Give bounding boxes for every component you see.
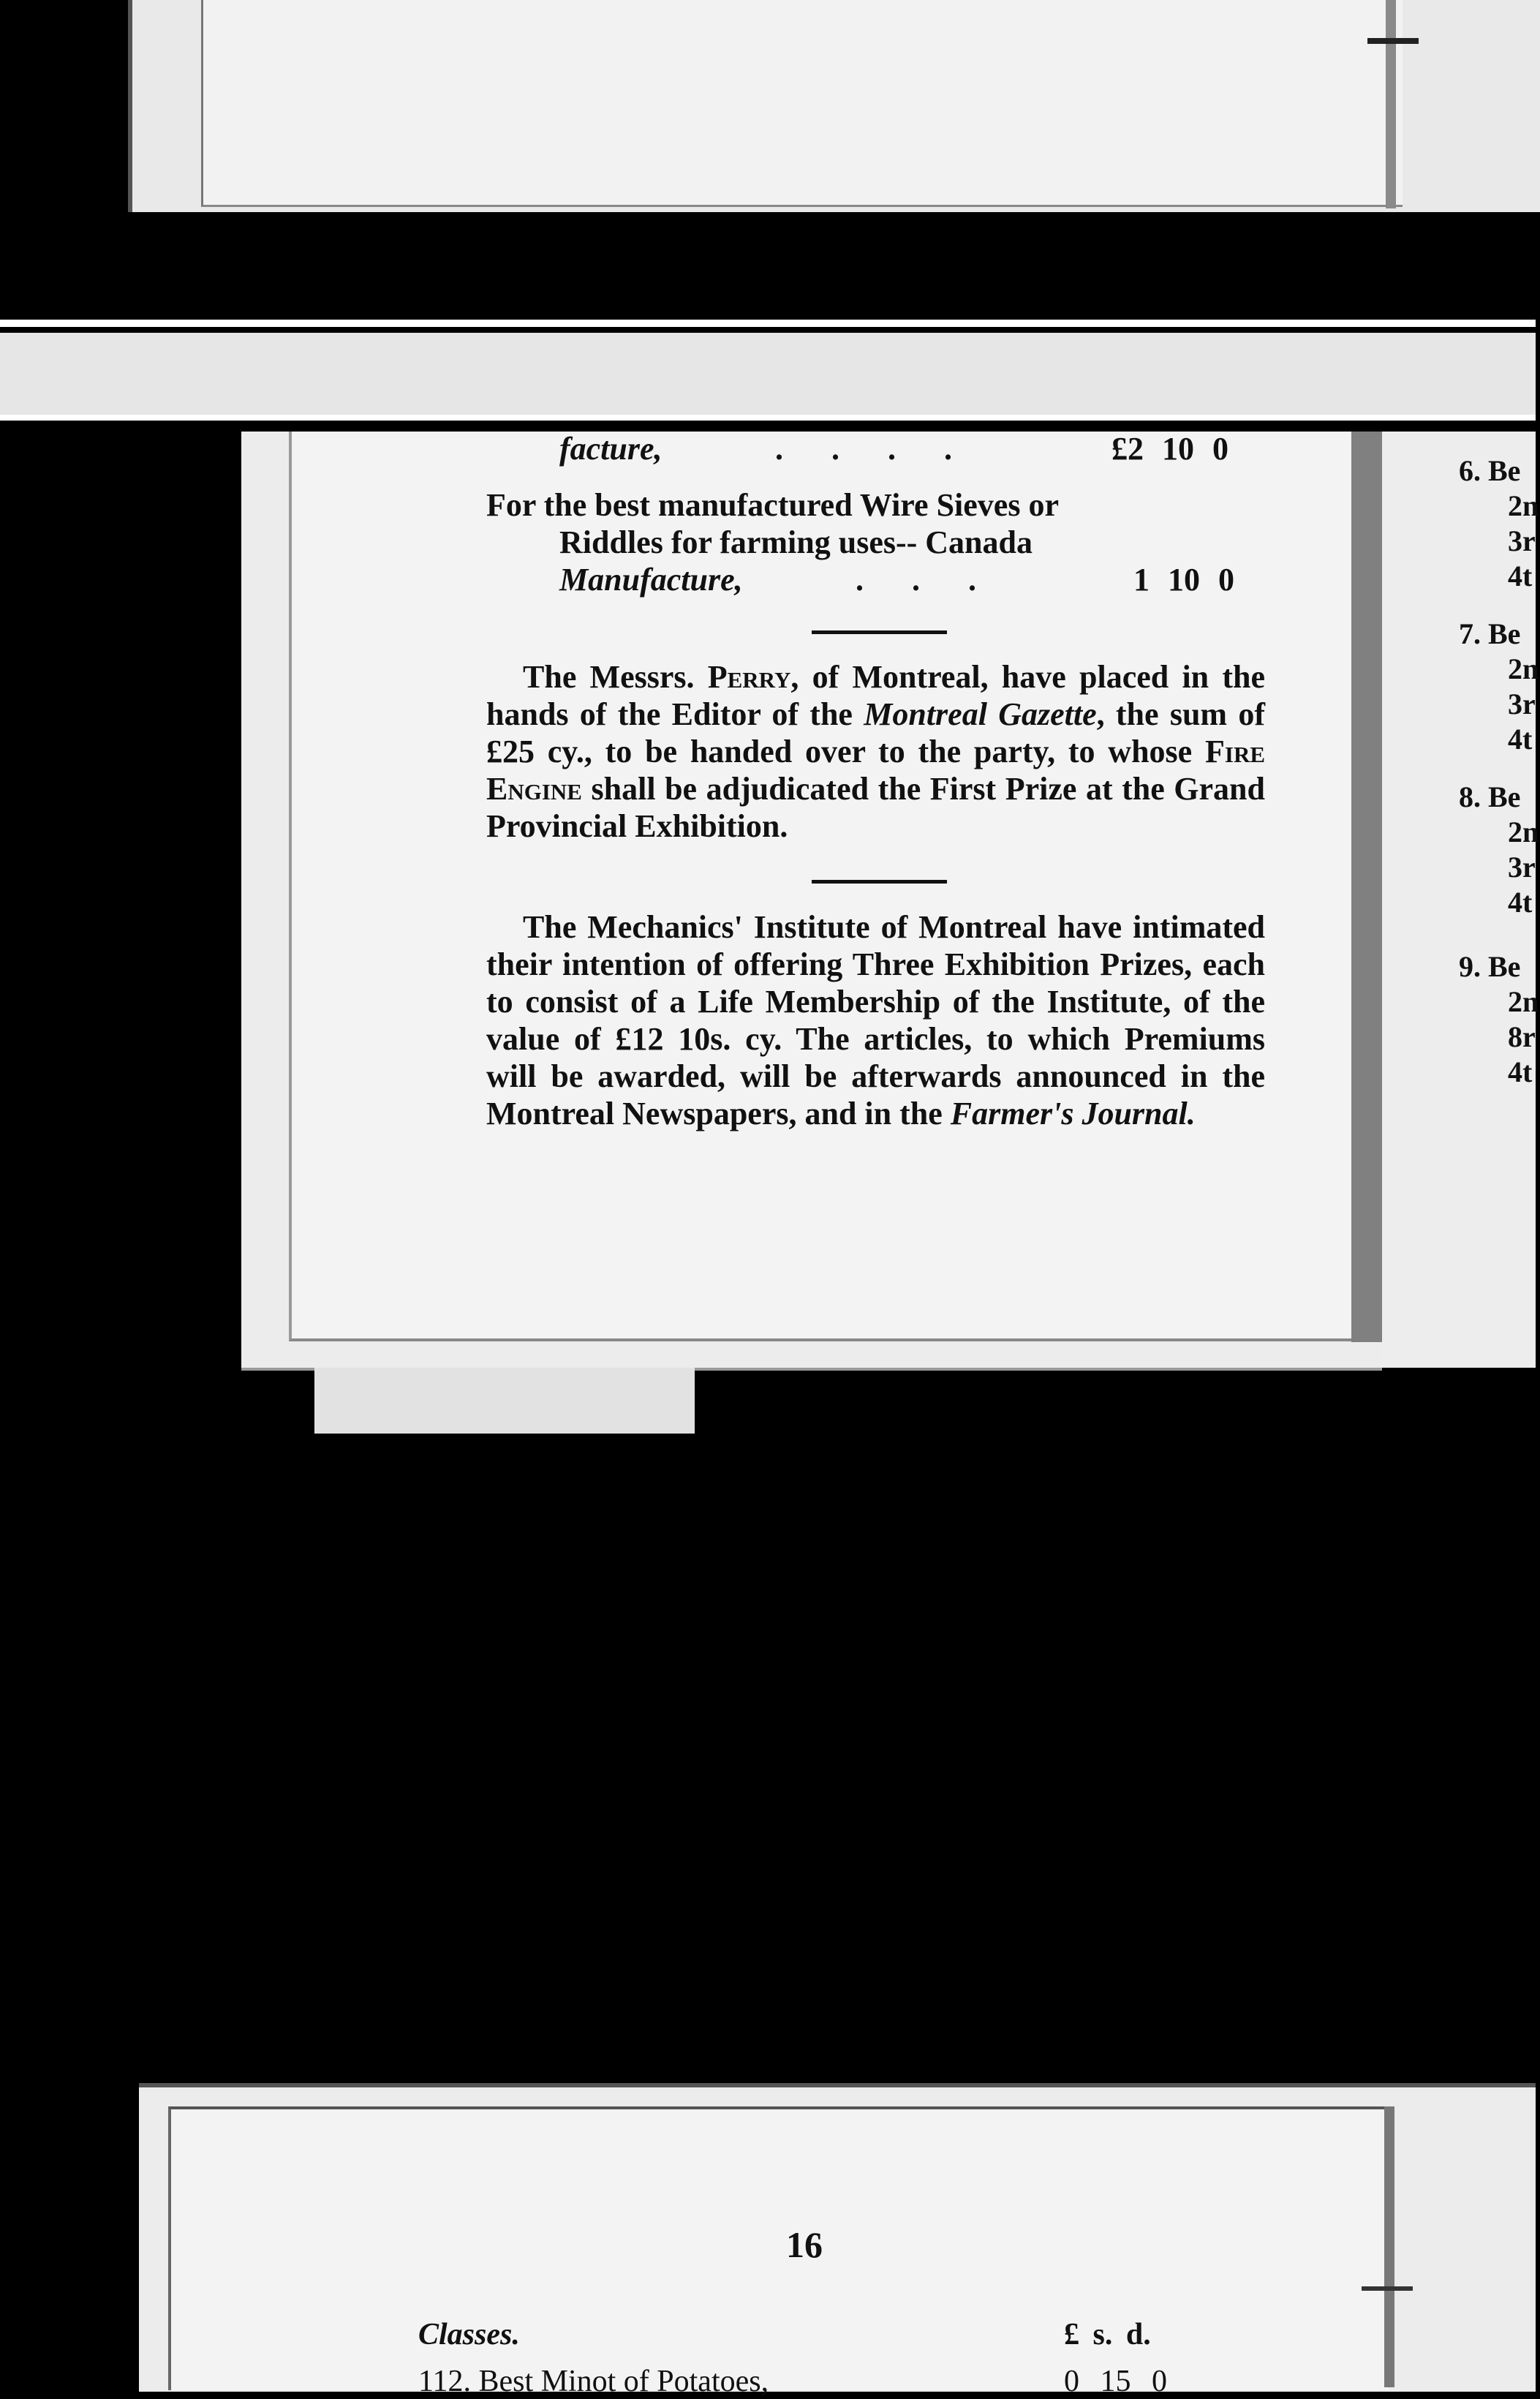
prize-2-line-2: Riddles for farming uses-- Canada xyxy=(559,524,1033,560)
perry-paragraph: The Messrs. Perry, of Montreal, have placed in the hands of the Editor of the Montreal Gazette, the sum of £25 cy., to be handed over to the party, to whose Fire Engine shall be adjudicated the First Prize at the Grand Provincial Exhibition. xyxy=(486,659,1266,844)
bottom-page-spine xyxy=(1384,2106,1394,2387)
perry-name: Perry xyxy=(707,659,791,695)
classes-header: Classes. xyxy=(418,2318,520,2351)
main-page-fold xyxy=(314,1368,695,1434)
section-divider xyxy=(812,880,947,884)
prize-2-amount: 1 10 0 xyxy=(1133,562,1234,598)
right-item: 6. Be xyxy=(1459,454,1521,487)
top-page xyxy=(201,0,1403,207)
right-item: 2n xyxy=(1508,489,1539,522)
bottom-page xyxy=(168,2106,1389,2390)
gap-band xyxy=(0,333,1536,415)
top-page-tab xyxy=(1367,38,1419,44)
dot-leader: . . . xyxy=(856,562,976,598)
right-item: 3r xyxy=(1508,524,1536,557)
right-item: 4t xyxy=(1508,1055,1533,1088)
right-item: 3r xyxy=(1508,688,1536,720)
right-item: 7. Be xyxy=(1459,617,1521,650)
prize-2-line-1: For the best manufactured Wire Sieves or xyxy=(486,487,1059,523)
gazette-title: Montreal Gazette xyxy=(864,696,1097,732)
mechanics-paragraph: The Mechanics' Institute of Montreal have intimated their intention of offering Three Exhibition Prizes, each to consist of a Life Membership of the Institute, of the value of £12 10s. cy. The articles, to which Premiums will be awarded, will be afterwards announced in the Montreal Newspapers, and in the Farmer's Journal. xyxy=(486,909,1265,1131)
right-item: 2n xyxy=(1508,816,1539,848)
dot-leader: . . . . xyxy=(775,431,952,467)
main-page-spine xyxy=(1351,432,1382,1342)
bottom-page-tick xyxy=(1362,2286,1413,2291)
class-row-amount: 0 15 0 xyxy=(1064,2365,1167,2398)
right-item: 8. Be xyxy=(1459,780,1521,813)
separator-rule xyxy=(0,415,1536,421)
right-item: 8r xyxy=(1508,1020,1536,1053)
top-page-spine xyxy=(1386,0,1396,208)
page-number: 16 xyxy=(786,2224,823,2265)
class-row-label: 112. Best Minot of Potatoes, xyxy=(418,2365,769,2398)
farmers-journal-title: Farmer's Journal. xyxy=(950,1096,1196,1131)
section-divider xyxy=(812,630,947,634)
prize-1-amount: £2 10 0 xyxy=(1111,431,1228,467)
right-item: 9. Be xyxy=(1459,950,1521,983)
right-item: 3r xyxy=(1508,851,1536,884)
right-item: 4t xyxy=(1508,886,1533,919)
fire-engine-label: Fire Engine xyxy=(486,734,1266,807)
separator-rule xyxy=(0,320,1536,327)
right-item: 4t xyxy=(1508,560,1533,592)
right-item: 2n xyxy=(1508,652,1539,685)
prize-2-continuation: Manufacture, xyxy=(559,562,743,598)
prize-1-continuation: facture, xyxy=(559,431,663,467)
right-item: 2n xyxy=(1508,985,1539,1018)
currency-header: £ s. d. xyxy=(1064,2318,1151,2351)
right-item: 4t xyxy=(1508,723,1533,756)
